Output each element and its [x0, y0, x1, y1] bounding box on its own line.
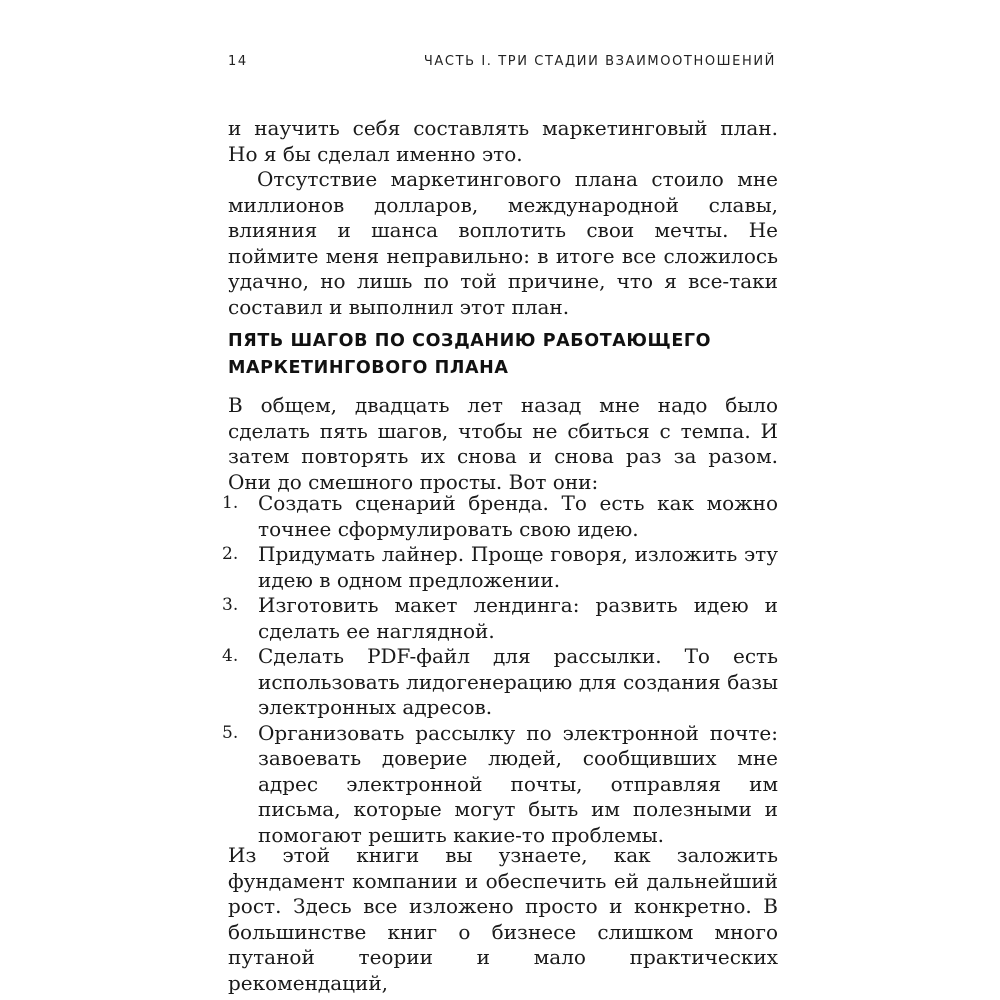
intro-text — [228, 116, 778, 320]
list-item-text: Сделать PDF-файл для рассылки. То есть использовать лидогенерацию для создания базы электронных адресов. — [258, 644, 778, 719]
list-item-text: Изготовить макет лендинга: развить идею и сделать ее наглядной. — [258, 593, 778, 643]
list-item-number: 1. — [222, 493, 239, 513]
paragraph: Из этой книги вы узнаете, как заложить фундамент компании и обеспечить ей дальнейший рост. Здесь все изложено просто и конкретно. В большинстве книг о бизнесе слишком много путаной теории и мало практических рекомендаций, — [228, 843, 778, 995]
list-item-text: Организовать рассылку по электронной почте: завоевать доверие людей, сообщивших мне адрес электронной почты, отправляя им письма, которые могут быть им полезными и помогают решить какие-то проблемы. — [258, 720, 778, 847]
paragraph: Отсутствие маркетингового плана стоило мне миллионов долларов, международной славы, влияния и шанса воплотить свои мечты. Не поймите меня неправильно: в итоге все сложилось удачно, но лишь по той причине, что я все-таки составил и выполнил этот план. — [228, 167, 778, 319]
list-item-number: 2. — [222, 544, 239, 564]
list-item-number: 4. — [222, 646, 239, 666]
list-item — [222, 542, 778, 593]
steps-list — [222, 491, 778, 848]
list-item — [222, 593, 778, 644]
section-heading: ПЯТЬ ШАГОВ ПО СОЗДАНИЮ РАБОТАЮЩЕГО МАРКЕТИНГОВОГО ПЛАНА — [228, 331, 712, 378]
list-item-number: 5. — [222, 722, 239, 743]
list-item — [222, 644, 778, 721]
paragraph: и научить себя составлять маркетинговый план. Но я бы сделал именно это. — [228, 116, 778, 166]
list-item-text: Придумать лайнер. Проще говоря, изложить эту идею в одном предложении. — [258, 542, 778, 592]
section-title: ЧАСТЬ I. ТРИ СТАДИИ ВЗАИМООТНОШЕНИЙ — [423, 54, 776, 69]
list-item — [222, 491, 778, 542]
list-item — [222, 720, 778, 849]
running-head — [228, 54, 776, 74]
page-number: 14 — [228, 54, 248, 69]
list-item-text: Создать сценарий бренда. То есть как можно точнее сформулировать свою идею. — [258, 491, 778, 541]
steps-intro-text — [228, 393, 778, 495]
list-item-number: 3. — [222, 595, 239, 615]
paragraph: В общем, двадцать лет назад мне надо было сделать пять шагов, чтобы не сбиться с темпа. И затем повторять их снова и снова раз за разом. Они до смешного просты. Вот они: — [228, 393, 778, 494]
closing-text — [228, 843, 778, 996]
